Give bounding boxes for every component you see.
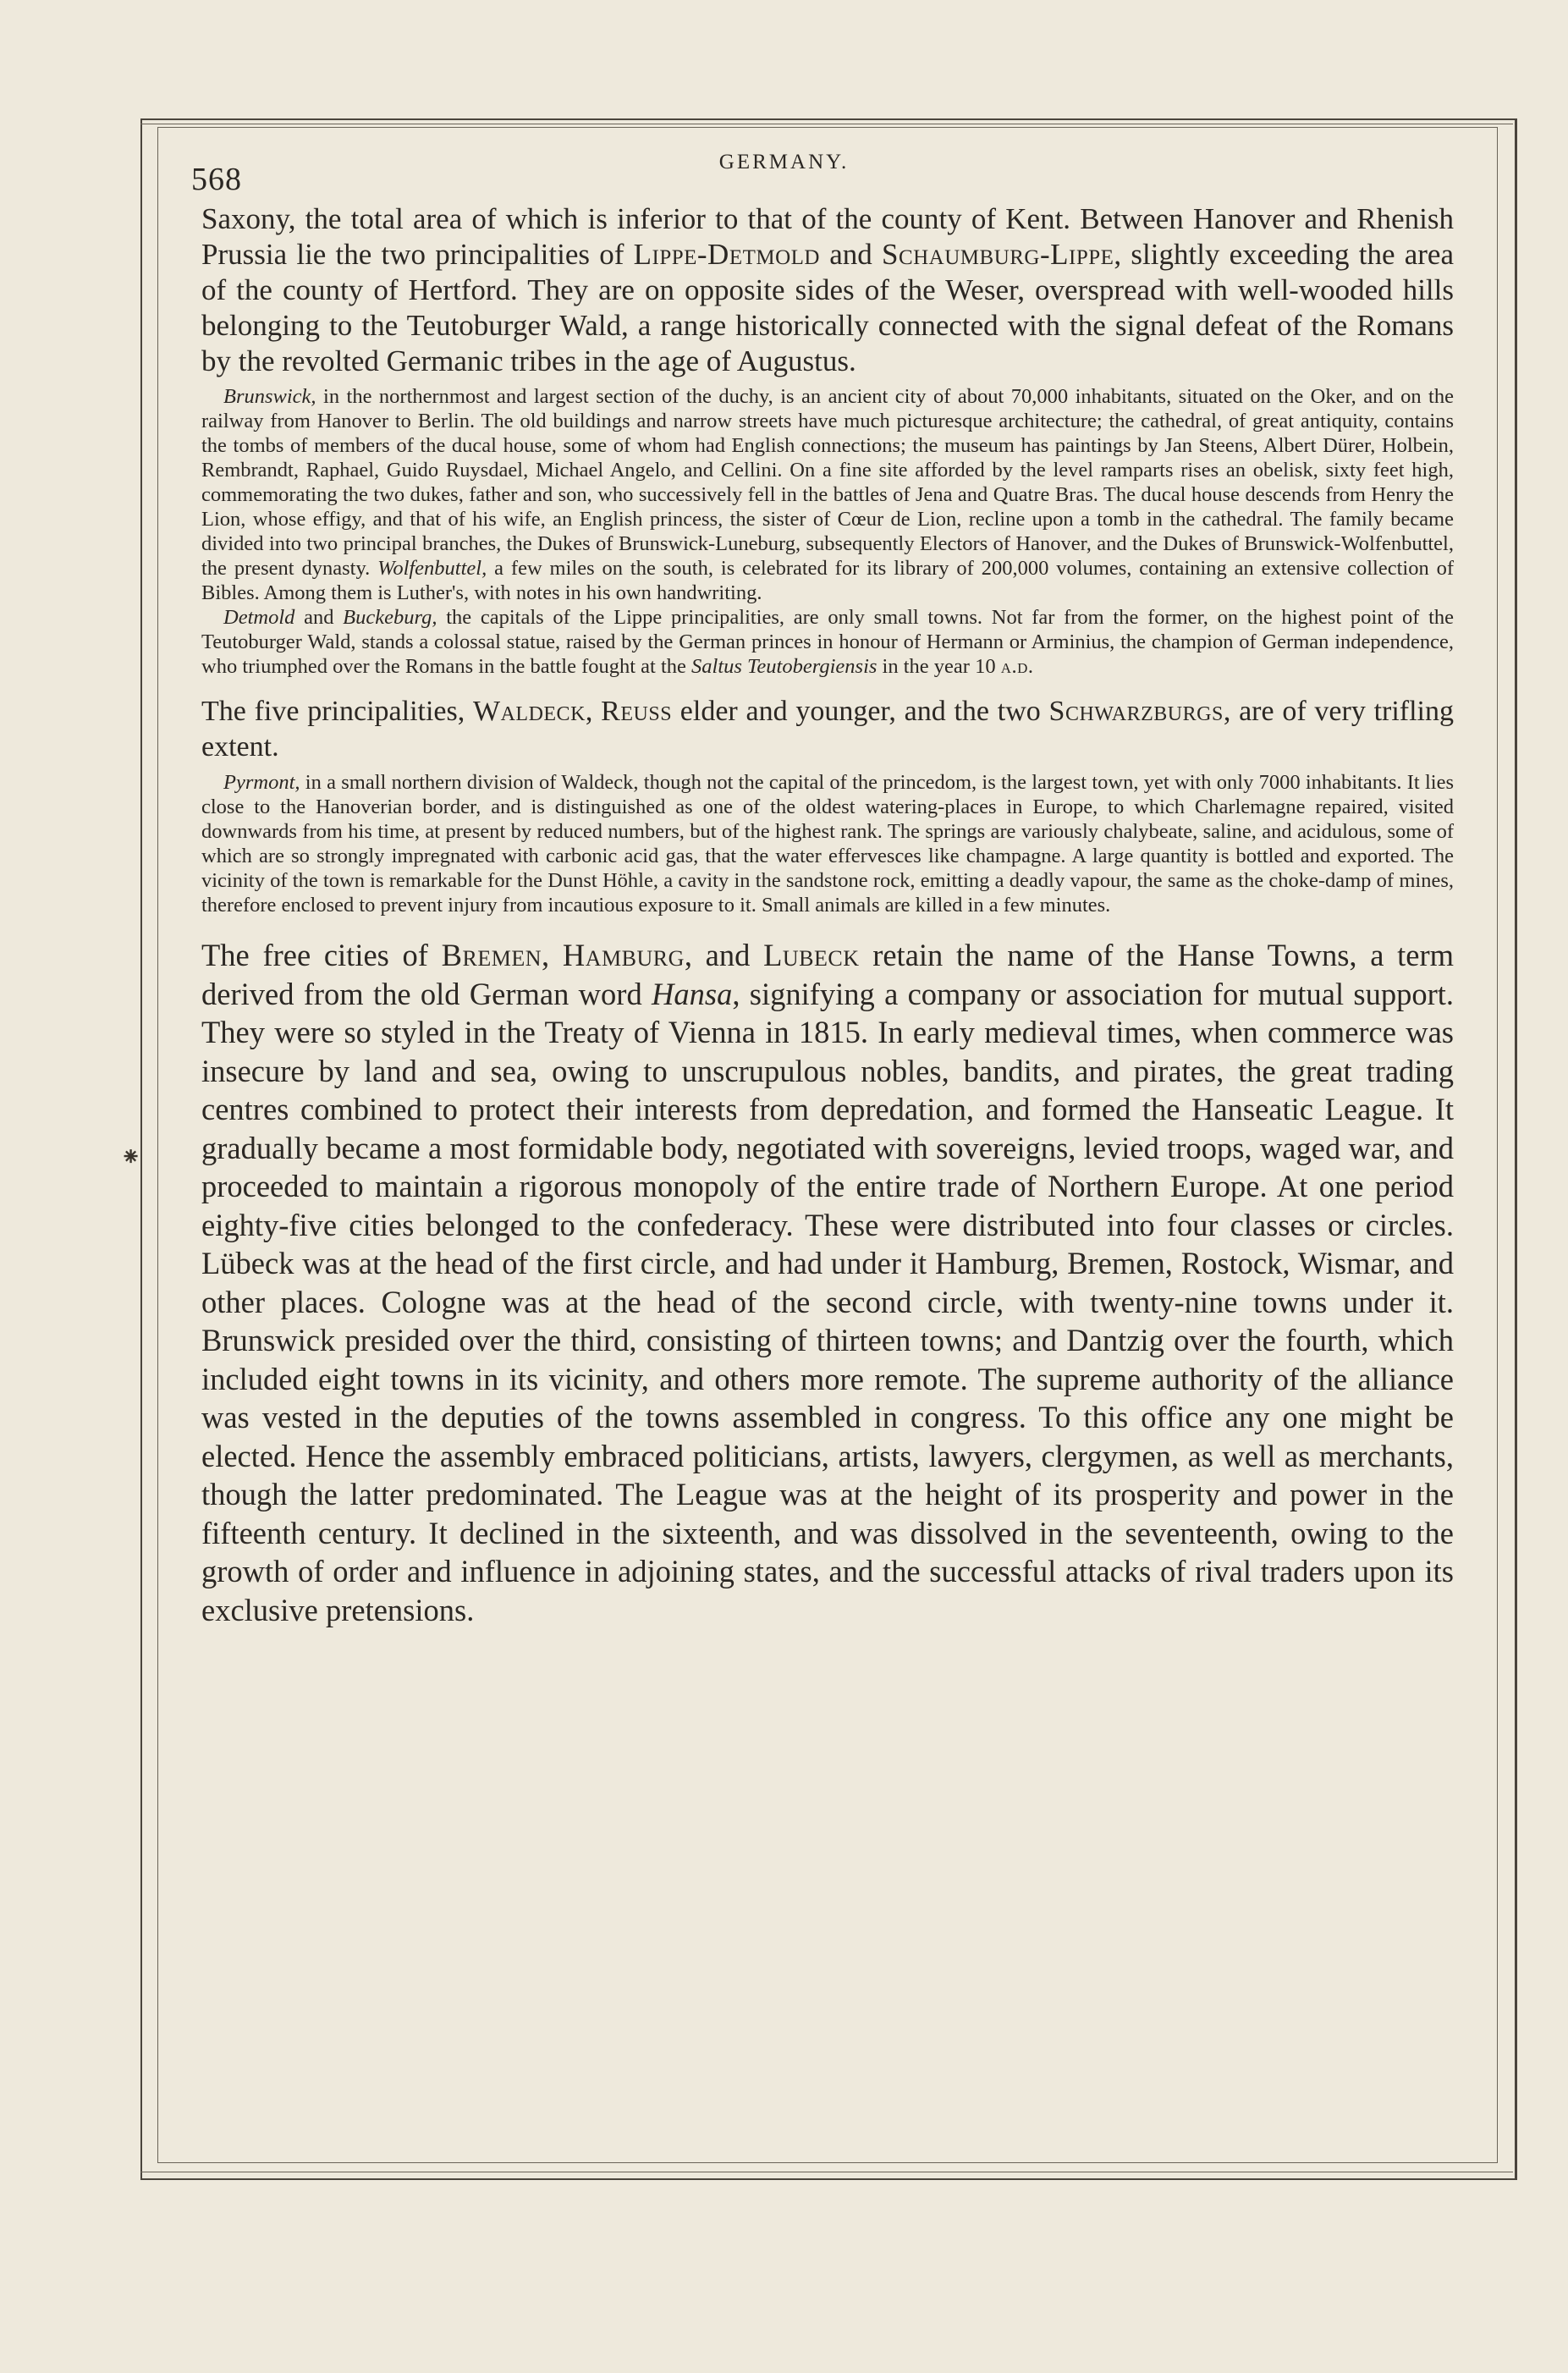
text-span: in the year 10: [877, 655, 1001, 678]
place-name: Schaumburg-Lippe: [881, 238, 1114, 271]
text-span: retain the name of the Hanse Towns, a term derived from the old German word: [201, 938, 1455, 1011]
text-span: the capitals of the Lippe principalities, are only small towns. Not far from the former, on the highest point of the Teutoburger Wald, stands a colossal statue, raised by the German princes in honour of Hermann or Arminius, the champion of German independence, who triumphed over the Romans in the battle fought at the: [201, 606, 1455, 678]
paragraph-detmold: [201, 605, 1454, 679]
text-span: ,: [542, 938, 563, 972]
text-span: , are of very trifling extent.: [201, 696, 1455, 763]
text-span: The free cities of: [201, 938, 442, 972]
page-number: 568: [191, 162, 242, 197]
place-name: Bremen: [441, 938, 542, 972]
place-name: Reuss: [601, 696, 673, 727]
place-name-italic: Saltus Teutobergiensis: [691, 655, 878, 678]
paragraph-pyrmont: [201, 770, 1454, 917]
place-name-italic: Brunswick,: [223, 385, 316, 408]
era-abbrev: a.d.: [1000, 655, 1034, 678]
text-span: , slightly exceeding the area of the county of Hertford. They are on opposite sides of the Weser, overspread with well-wooded hills belonging to the Teutoburger Wald, a range historically connected with the signal defeat of the Romans by the revolted Germanic tribes in the age of Augustus.: [201, 238, 1454, 377]
place-name: Lubeck: [763, 938, 860, 972]
place-name: Waldeck: [472, 696, 586, 727]
margin-mark: ⁕: [120, 1143, 142, 1171]
text-column: [201, 201, 1454, 1629]
place-name-italic: Wolfenbuttel,: [377, 557, 487, 580]
paragraph-lippe: [201, 201, 1454, 379]
foreign-word-italic: Hansa: [652, 976, 733, 1011]
text-span: , and: [684, 938, 764, 972]
running-title: GERMANY.: [718, 151, 850, 173]
text-span: , signifying a company or association for mutual support. They were so styled in the Treaty of Vienna in 1815. In early medieval times, when commerce was insecure by land and sea, owing to unscrupulous nobles, bandits, and pirates, the great trading centres combined to protect their interests from depredation, and formed the Hanseatic League. It gradually became a most formidable body, negotiated with sovereigns, levied troops, waged war, and proceeded to maintain a rigorous monopoly of the entire trade of Northern Europe. At one period eighty-five cities belonged to the confederacy. These were distributed into four classes or circles. Lübeck was at the head of the first circle, and had under it Hamburg, Bremen, Rostock, Wismar, and other places. Cologne was at the head of the second circle, with twenty-nine towns under it. Brunswick presided over the third, consisting of thirteen towns; and Dantzig over the fourth, which included eight towns in its vicinity, and others more remote. The supreme authority of the alliance was vested in the deputies of the towns assembled in congress. To this office any one might be elected. Hence the assembly embraced politicians, artists, lawyers, clergymen, as well as merchants, though the latter predominated. The League was at the height of its prosperity and power in the fifteenth century. It declined in the sixteenth, and was dissolved in the seventeenth, owing to the growth of order and influence in adjoining states, and the successful attacks of rival traders upon its exclusive pretensions.: [201, 976, 1455, 1627]
text-span: in a small northern division of Waldeck, though not the capital of the princedom, is the largest town, yet with only 7000 inhabitants. It lies close to the Hanoverian border, and is distinguished as one of the oldest watering-places in Europe, to which Charlemagne repaired, visited downwards from his time, at present by reduced numbers, but of the highest rank. The springs are variously chalybeate, saline, and acidulous, some of which are so strongly impregnated with carbonic acid gas, that the water effervesces like champagne. A large quantity is bottled and exported. The vicinity of the town is remarkable for the Dunst Höhle, a cavity in the sandstone rock, emitting a deadly vapour, the same as the choke-damp of mines, therefore enclosed to prevent injury from incautious exposure to it. Small animals are killed in a few minutes.: [201, 771, 1454, 917]
place-name: Hamburg: [562, 938, 685, 972]
text-span: Saxony, the total area of which is inferior to that of the county of Kent. Between Hanover and Rhenish Prussia lie the two principalities of: [201, 202, 1454, 271]
place-name-italic: Buckeburg,: [343, 606, 437, 629]
place-name-italic: Pyrmont,: [223, 771, 300, 794]
paragraph-brunswick: [201, 384, 1454, 605]
text-span: elder and younger, and the two: [672, 696, 1049, 727]
text-span: a few miles on the south, is celebrated for its library of 200,000 volumes, containing an extensive collection of Bibles. Among them is Luther's, with notes in his own handwriting.: [201, 557, 1455, 604]
text-span: and: [819, 238, 882, 271]
place-name-italic: Detmold: [223, 606, 295, 629]
text-span: ,: [585, 696, 602, 727]
text-span: The five principalities,: [201, 696, 473, 727]
paragraph-hanse-towns: [201, 936, 1454, 1629]
text-span: and: [294, 606, 344, 629]
place-name: Schwarzburgs: [1048, 696, 1224, 727]
paragraph-principalities: [201, 694, 1454, 765]
place-name: Lippe-Detmold: [633, 238, 820, 271]
text-span: in the northernmost and largest section of the duchy, is an ancient city of about 70,000 inhabitants, situated on the Oker, and on the railway from Hanover to Berlin. The old buildings and narrow streets have much picturesque architecture; the cathedral, of great antiquity, contains the tombs of members of the ducal house, some of whom had English connections; the museum has paintings by Jan Steens, Albert Dürer, Holbein, Rembrandt, Raphael, Guido Ruysdael, Michael Angelo, and Cellini. On a fine site afforded by the level ramparts rises an obelisk, sixty feet high, commemorating the two dukes, father and son, who successively fell in the battles of Jena and Quatre Bras. The ducal house descends from Henry the Lion, whose effigy, and that of his wife, an English princess, the sister of Cœur de Lion, recline upon a tomb in the cathedral. The family became divided into two principal branches, the Dukes of Brunswick-Luneburg, subsequently Electors of Hanover, and the Dukes of Brunswick-Wolfenbuttel, the present dynasty.: [201, 385, 1454, 580]
